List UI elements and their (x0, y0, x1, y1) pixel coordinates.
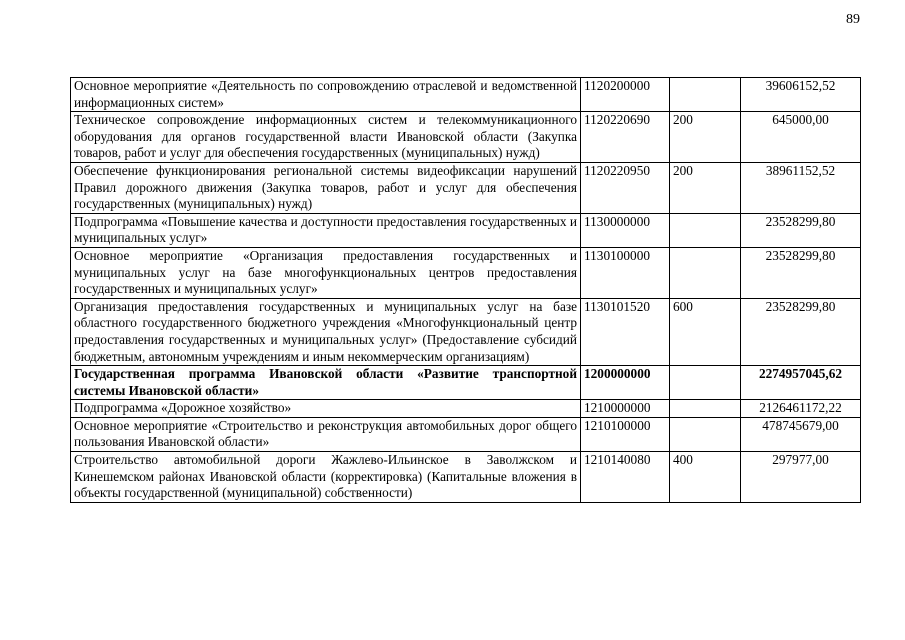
table-row (71, 366, 861, 400)
table-row (71, 298, 861, 365)
row-description: Техническое сопровождение информационных систем и телекоммуникационного оборудования для органов государственной власти Ивановской области (Закупка товаров, работ и услуг для обеспечения государственных (муниципальных) нужд) (71, 112, 581, 163)
row-amount: 478745679,00 (741, 417, 861, 451)
row-expense-type (670, 247, 741, 298)
row-description: Основное мероприятие «Строительство и реконструкция автомобильных дорог общего пользования Ивановской области» (71, 417, 581, 451)
table-row (71, 112, 861, 163)
row-code: 1120200000 (581, 78, 670, 112)
row-expense-type: 600 (670, 298, 741, 365)
row-amount: 23528299,80 (741, 213, 861, 247)
row-amount: 2274957045,62 (741, 366, 861, 400)
row-description: Подпрограмма «Дорожное хозяйство» (71, 400, 581, 418)
row-description: Обеспечение функционирования региональной системы видеофиксации нарушений Правил дорожного движения (Закупка товаров, работ и услуг для обеспечения государственных (муниципальных) нужд) (71, 162, 581, 213)
row-amount: 23528299,80 (741, 247, 861, 298)
table-row (71, 247, 861, 298)
row-amount: 39606152,52 (741, 78, 861, 112)
row-amount: 2126461172,22 (741, 400, 861, 418)
row-expense-type: 200 (670, 162, 741, 213)
table-row (71, 162, 861, 213)
row-code: 1210000000 (581, 400, 670, 418)
row-code: 1130100000 (581, 247, 670, 298)
budget-table-body (71, 78, 861, 503)
table-row (71, 213, 861, 247)
budget-table (70, 77, 861, 503)
row-expense-type (670, 78, 741, 112)
row-description: Основное мероприятие «Деятельность по сопровождению отраслевой и ведомственной информационных систем» (71, 78, 581, 112)
row-code: 1210100000 (581, 417, 670, 451)
row-code: 1200000000 (581, 366, 670, 400)
table-row (71, 452, 861, 503)
row-expense-type (670, 366, 741, 400)
row-amount: 645000,00 (741, 112, 861, 163)
row-expense-type (670, 400, 741, 418)
table-row (71, 78, 861, 112)
row-code: 1130101520 (581, 298, 670, 365)
page-number: 89 (846, 12, 860, 27)
row-description: Государственная программа Ивановской области «Развитие транспортной системы Ивановской области» (71, 366, 581, 400)
table-row (71, 400, 861, 418)
table-row (71, 417, 861, 451)
row-description: Основное мероприятие «Организация предоставления государственных и муниципальных услуг на базе многофункциональных центров предоставления государственных и муниципальных услуг» (71, 247, 581, 298)
row-code: 1210140080 (581, 452, 670, 503)
row-amount: 297977,00 (741, 452, 861, 503)
row-description: Строительство автомобильной дороги Жажлево-Ильинское в Заволжском и Кинешемском районах Ивановской области (корректировка) (Капитальные вложения в объекты государственной (муниципальной) собственности) (71, 452, 581, 503)
row-code: 1130000000 (581, 213, 670, 247)
row-expense-type (670, 417, 741, 451)
row-description: Подпрограмма «Повышение качества и доступности предоставления государственных и муниципальных услуг» (71, 213, 581, 247)
row-expense-type: 200 (670, 112, 741, 163)
row-description: Организация предоставления государственных и муниципальных услуг на базе областного государственного бюджетного учреждения «Многофункциональный центр предоставления государственных и муниципальных услуг» (Предоставление субсидий бюджетным, автономным учреждениям и иным некоммерческим организациям) (71, 298, 581, 365)
row-code: 1120220690 (581, 112, 670, 163)
row-code: 1120220950 (581, 162, 670, 213)
row-expense-type: 400 (670, 452, 741, 503)
row-amount: 38961152,52 (741, 162, 861, 213)
row-expense-type (670, 213, 741, 247)
row-amount: 23528299,80 (741, 298, 861, 365)
